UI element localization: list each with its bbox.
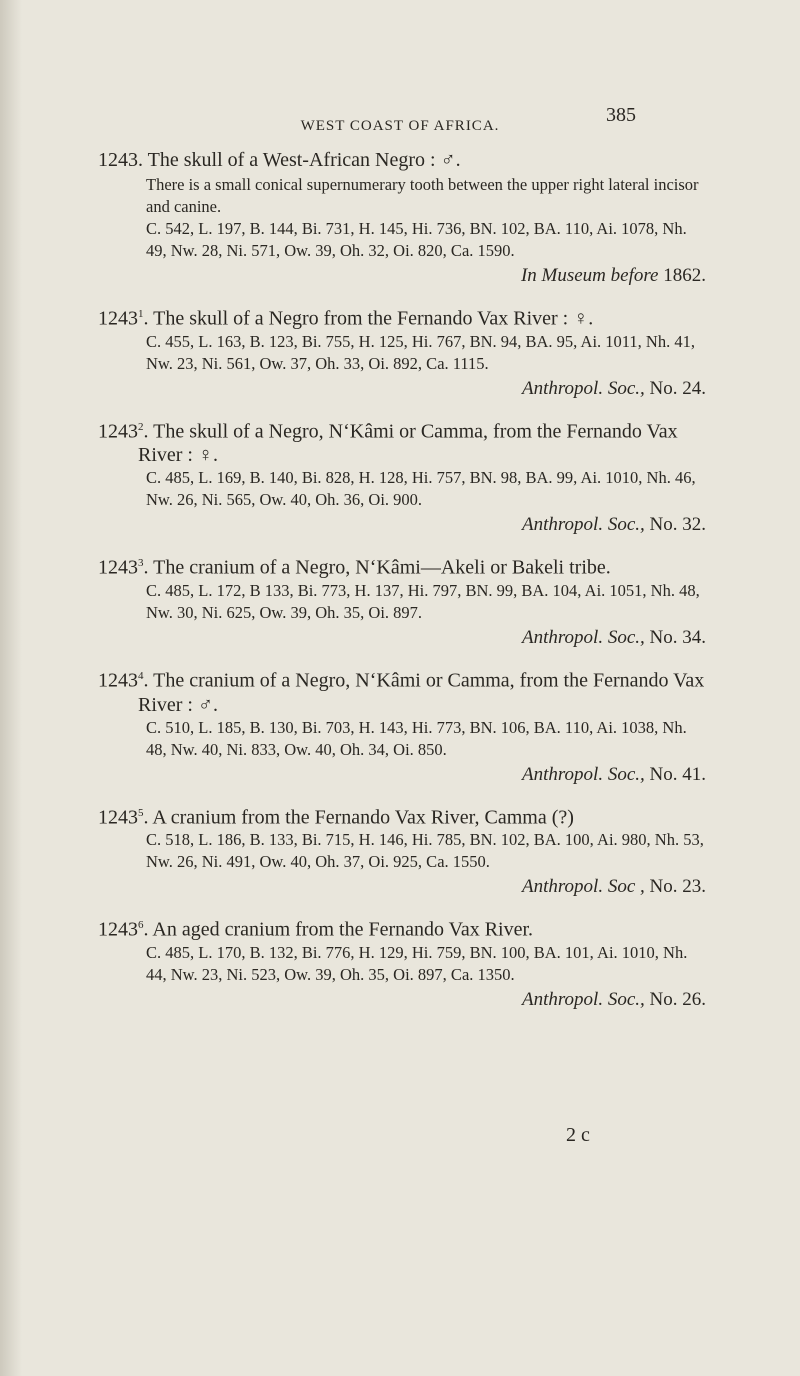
entry-number: 1243 bbox=[98, 918, 138, 941]
entry-measurements: C. 510, L. 185, B. 130, Bi. 703, H. 143, Hi. 773, BN. 106, BA. 110, Ai. 1038, Nh. 48, Nw. 40, Ni. 833, Ow. 40, Oh. 34, Oi. 850. bbox=[146, 717, 687, 759]
entry-source: Anthropol. Soc., No. 24. bbox=[521, 377, 706, 399]
entry-heading: 1243. The skull of a West-African Negro : ♂. bbox=[98, 149, 461, 171]
catalogue-entries bbox=[98, 148, 706, 1026]
entry-title: The cranium of a Negro, N‘Kâmi—Akeli or Bakeli tribe. bbox=[153, 556, 611, 579]
page-edge-shadow bbox=[0, 0, 22, 1376]
entry-title: An aged cranium from the Fernando Vax River. bbox=[152, 918, 534, 941]
entry-number: 1243 bbox=[98, 669, 138, 692]
entry-measurements: C. 485, L. 169, B. 140, Bi. 828, H. 128, Hi. 757, BN. 98, BA. 99, Ai. 1010, Nh. 46, Nw. 26, Ni. 565, Ow. 40, Oh. 36, Oi. 900. bbox=[146, 468, 696, 510]
entry-note: There is a small conical supernumerary tooth between the upper right lateral incisor and canine. bbox=[146, 175, 699, 216]
running-head: WEST COAST OF AFRICA. bbox=[300, 118, 500, 134]
entry-source: Anthropol. Soc., No. 32. bbox=[521, 514, 706, 536]
entry-number: 1243 bbox=[98, 556, 138, 579]
entry-number: 1243 bbox=[98, 307, 138, 330]
entry-heading: 1243$^5$. A cranium from the Fernando Vax River, Camma (?) bbox=[98, 806, 574, 829]
page-number: 385 bbox=[606, 104, 636, 126]
catalogue-entry bbox=[98, 148, 706, 288]
entry-title: The cranium of a Negro, N‘Kâmi or Camma, from the Fernando Vax River : ♂. bbox=[138, 669, 705, 716]
entry-source: In Museum before 1862. bbox=[520, 265, 706, 286]
catalogue-entry bbox=[98, 664, 706, 787]
entry-title: The skull of a West-African Negro : ♂. bbox=[147, 149, 461, 171]
entry-superscript: 3 bbox=[138, 557, 144, 570]
catalogue-entry bbox=[98, 551, 706, 650]
entry-heading: 1243$^3$. The cranium of a Negro, N‘Kâmi—Akeli or Bakeli tribe. bbox=[98, 556, 611, 579]
entry-title: A cranium from the Fernando Vax River, Camma (?) bbox=[152, 806, 574, 829]
entry-superscript: 6 bbox=[138, 919, 144, 932]
entry-heading: 1243$^1$. The skull of a Negro from the Fernando Vax River : ♀. bbox=[98, 307, 594, 330]
entry-superscript: 2 bbox=[138, 420, 144, 433]
entry-number: 1243 bbox=[98, 420, 138, 443]
entry-heading: 1243$^4$. The cranium of a Negro, N‘Kâmi or Camma, from the Fernando Vax River : ♂. bbox=[98, 669, 705, 716]
entry-measurements: C. 455, L. 163, B. 123, Bi. 755, H. 125, Hi. 767, BN. 94, BA. 95, Ai. 1011, Nh. 41, Nw. 23, Ni. 561, Ow. 37, Oh. 33, Oi. 892, Ca. 1115. bbox=[146, 331, 695, 373]
entry-heading: 1243$^6$. An aged cranium from the Fernando Vax River. bbox=[98, 918, 534, 941]
entry-superscript: 1 bbox=[138, 308, 144, 320]
catalogue-entry bbox=[98, 302, 706, 401]
entry-title: The skull of a Negro from the Fernando Vax River : ♀. bbox=[153, 307, 594, 330]
signature-mark: 2 c bbox=[566, 1124, 590, 1146]
entry-heading: 1243$^2$. The skull of a Negro, N‘Kâmi or Camma, from the Fernando Vax River : ♀. bbox=[98, 420, 678, 467]
entry-superscript: 4 bbox=[138, 669, 144, 682]
entry-measurements: C. 542, L. 197, B. 144, Bi. 731, H. 145, Hi. 736, BN. 102, BA. 110, Ai. 1078, Nh. 49, Nw. 28, Ni. 571, Ow. 39, Oh. 32, Oi. 820, Ca. 1590. bbox=[146, 219, 687, 260]
entry-superscript: 5 bbox=[138, 806, 144, 819]
entry-number: 1243 bbox=[98, 806, 138, 829]
entry-measurements: C. 485, L. 170, B. 132, Bi. 776, H. 129, Hi. 759, BN. 100, BA. 101, Ai. 1010, Nh. 44, Nw. 23, Ni. 523, Ow. 39, Oh. 35, Oi. 897, Ca. 1350. bbox=[146, 942, 688, 984]
catalogue-entry bbox=[98, 415, 706, 538]
entry-source: Anthropol. Soc., No. 41. bbox=[521, 763, 706, 785]
entry-source: Anthropol. Soc., No. 34. bbox=[521, 626, 706, 648]
catalogue-entry bbox=[98, 801, 706, 900]
entry-title: The skull of a Negro, N‘Kâmi or Camma, from the Fernando Vax River : ♀. bbox=[138, 420, 678, 467]
page-header bbox=[0, 104, 800, 134]
entry-measurements: C. 518, L. 186, B. 133, Bi. 715, H. 146, Hi. 785, BN. 102, BA. 100, Ai. 980, Nh. 53, Nw. 26, Ni. 491, Ow. 40, Oh. 37, Oi. 925, Ca. 1550. bbox=[146, 830, 704, 872]
entry-source: Anthropol. Soc., No. 26. bbox=[521, 988, 706, 1010]
catalogue-entry bbox=[98, 913, 706, 1012]
entry-number: 1243 bbox=[98, 149, 138, 171]
entry-source: Anthropol. Soc , No. 23. bbox=[521, 876, 706, 898]
entry-measurements: C. 485, L. 172, B 133, Bi. 773, H. 137, Hi. 797, BN. 99, BA. 104, Ai. 1051, Nh. 48, Nw. 30, Ni. 625, Ow. 39, Oh. 35, Oi. 897. bbox=[146, 580, 700, 622]
